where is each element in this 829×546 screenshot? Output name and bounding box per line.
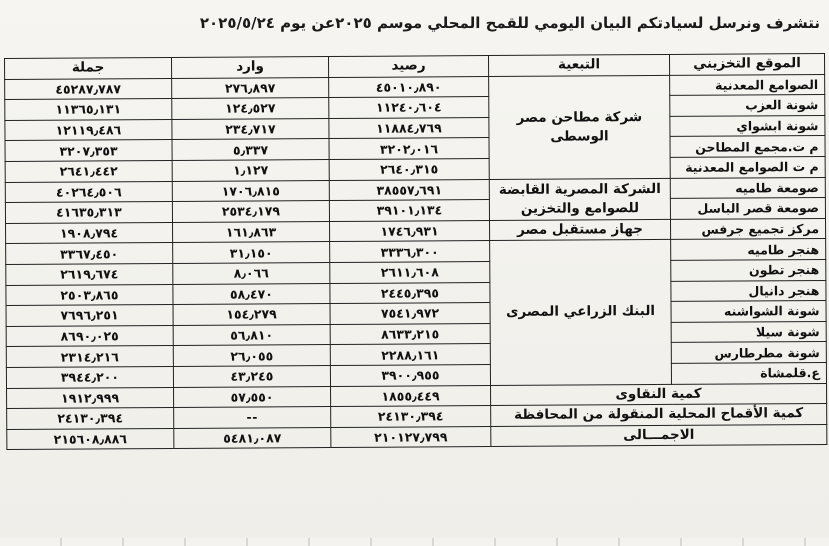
affiliation-cell: شركة مطاحن مصر الوسطى (489, 75, 671, 179)
incoming-cell: ١٥٤٫٢٧٩ (173, 304, 330, 326)
balance-cell: ٢٤٤٥٫٣٩٥ (330, 282, 490, 304)
balance-cell: ١٧٤٦٫٩٣١ (330, 220, 490, 242)
incoming-cell: ١٦١٫٨٦٣ (173, 221, 330, 243)
wheat-report-table (4, 53, 827, 450)
transferred-total: ٢٤١٣٠٫٣٩٤ (7, 408, 174, 430)
balance-cell: ٢٦٤٠٫٣١٥ (329, 159, 489, 181)
grand-total-balance: ٢١٠١٢٧٫٧٩٩ (331, 426, 491, 448)
site-cell: شونة العزب (670, 95, 825, 117)
incoming-cell: ٣١٫١٥٠ (173, 242, 330, 264)
site-cell: م ت.مجمع المطاحن (670, 136, 825, 158)
total-cell: ٢٦١٩٫٦٧٤ (6, 263, 173, 285)
naqawy-balance: ١٨٥٥٫٤٤٩ (331, 385, 491, 407)
site-cell: هنجر طاميه (671, 239, 826, 261)
site-cell: شونة ابشواي (670, 115, 825, 137)
site-cell: الصوامع المعدنية (670, 74, 825, 96)
balance-cell: ١١٢٤٠٫٦٠٤ (329, 97, 489, 119)
incoming-cell: ٨٫٠٦٦ (173, 262, 330, 284)
site-cell: صومعة طاميه (670, 177, 825, 199)
balance-cell: ٨٦٣٣٫٢١٥ (330, 323, 490, 345)
site-cell: م ت الصوامع المعدنية (670, 156, 825, 178)
balance-cell: ٢٦١١٫٦٠٨ (330, 261, 490, 283)
total-cell: ١٢١١٩٫٤٨٦ (5, 119, 172, 141)
incoming-cell: ٢٥٣٤٫١٧٩ (172, 201, 329, 223)
total-cell: ٢٥٠٣٫٨٦٥ (6, 284, 173, 306)
col-header-affiliation: التبعية (488, 54, 669, 76)
site-cell: شونة الشواشنه (671, 301, 826, 323)
affiliation-cell: الشركة المصرية القابضة للصوامع والتخزين (489, 178, 670, 220)
transferred-label: كمية الأقماح المحلية المنقولة من المحافظة (491, 404, 827, 427)
site-cell: هنجر تطون (671, 259, 826, 281)
total-cell: ١١٣٦٥٫١٣١ (5, 99, 172, 121)
total-cell: ٤١٦٣٥٫٣١٣ (5, 202, 172, 224)
col-header-total: جملة (5, 57, 172, 79)
report-table-wrapper (4, 53, 827, 450)
total-cell: ٢٣١٤٫٢١٦ (6, 346, 173, 368)
transferred-balance: ٢٤١٣٠٫٣٩٤ (331, 406, 491, 428)
naqawy-incoming: ٥٧٫٥٥٠ (174, 386, 331, 408)
affiliation-cell: البنك الزراعي المصرى (490, 240, 672, 385)
total-cell: ١٩٠٨٫٧٩٤ (6, 222, 173, 244)
incoming-cell: ١٢٤٫٥٢٧ (172, 98, 329, 120)
total-cell: ٤٠٢٦٤٫٥٠٦ (5, 181, 172, 203)
site-cell: صومعة قصر الباسل (670, 198, 825, 220)
grand-total-row (7, 424, 827, 450)
total-cell: ٧٦٩٦٫٢٥١ (6, 305, 173, 327)
total-cell: ٢٦٤١٫٤٤٢ (5, 160, 172, 182)
incoming-cell: ١٫١٢٧ (172, 159, 329, 181)
balance-cell: ٣٩٠٠٫٩٥٥ (330, 364, 490, 386)
total-cell: ٣٣٦٧٫٤٥٠ (6, 243, 173, 265)
balance-cell: ١١٨٨٤٫٧٦٩ (329, 117, 489, 139)
incoming-cell: ٥٨٫٤٧٠ (173, 283, 330, 305)
incoming-cell: ٢٧٦٫٨٩٧ (172, 77, 329, 99)
incoming-cell: ٢٦٫٠٥٥ (173, 345, 330, 367)
balance-cell: ٣٨٥٥٧٫٦٩١ (329, 179, 489, 201)
site-cell: شونة مطرطارس (671, 342, 826, 364)
balance-cell: ٢٢٨٨٫١٦١ (330, 344, 490, 366)
site-cell: هنجر دانيال (671, 280, 826, 302)
site-cell: مركز تجميع جرفس (670, 218, 825, 240)
total-cell: ٣٩٤٤٫٢٠٠ (6, 366, 173, 388)
naqawy-total: ١٩١٢٫٩٩٩ (7, 387, 174, 409)
incoming-cell: ١٧٠٦٫٨١٥ (172, 180, 329, 202)
site-cell: شونة سيلا (671, 321, 826, 343)
total-cell: ٤٥٢٨٧٫٧٨٧ (5, 78, 172, 100)
incoming-cell: ٥٦٫٨١٠ (173, 324, 330, 346)
balance-cell: ٤٥٠١٠٫٨٩٠ (329, 76, 489, 98)
col-header-incoming: وارد (171, 57, 328, 79)
col-header-balance: رصيد (328, 56, 488, 78)
balance-cell: ٣٣٣٦٫٣٠٠ (330, 241, 490, 263)
balance-cell: ٣٩١٠١٫١٣٤ (329, 200, 489, 222)
incoming-cell: ٤٣٫٢٤٥ (173, 365, 330, 387)
naqawy-label: كمية النقاوى (491, 383, 827, 406)
incoming-cell: ٥٫٣٣٧ (172, 139, 329, 161)
balance-cell: ٧٥٤١٫٩٧٢ (330, 303, 490, 325)
total-cell: ٨٦٩٠٫٠٢٥ (6, 325, 173, 347)
balance-cell: ٣٢٠٢٫٠١٦ (329, 138, 489, 160)
incoming-cell: ٢٣٤٫٧١٧ (172, 118, 329, 140)
grand-total-total: ٢١٥٦٠٨٫٨٨٦ (7, 428, 174, 450)
affiliation-cell: جهاز مستقبل مصر (490, 219, 671, 241)
grand-total-label: الاجمـــالى (491, 424, 827, 447)
grand-total-incoming: ٥٤٨١٫٠٨٧ (174, 427, 331, 449)
site-cell: ع.قلمشاة (671, 362, 826, 384)
col-header-site: الموقع التخزيني (669, 53, 824, 75)
transferred-incoming: -- (174, 407, 331, 429)
report-heading: نتشرف ونرسل لسيادتكم البيان اليومي للقمح المحلي موسم ٢٠٢٥عن يوم ٢٠٢٥/٥/٢٤ (199, 14, 820, 32)
cropped-next-line (0, 538, 829, 546)
total-cell: ٣٢٠٧٫٣٥٣ (5, 140, 172, 162)
